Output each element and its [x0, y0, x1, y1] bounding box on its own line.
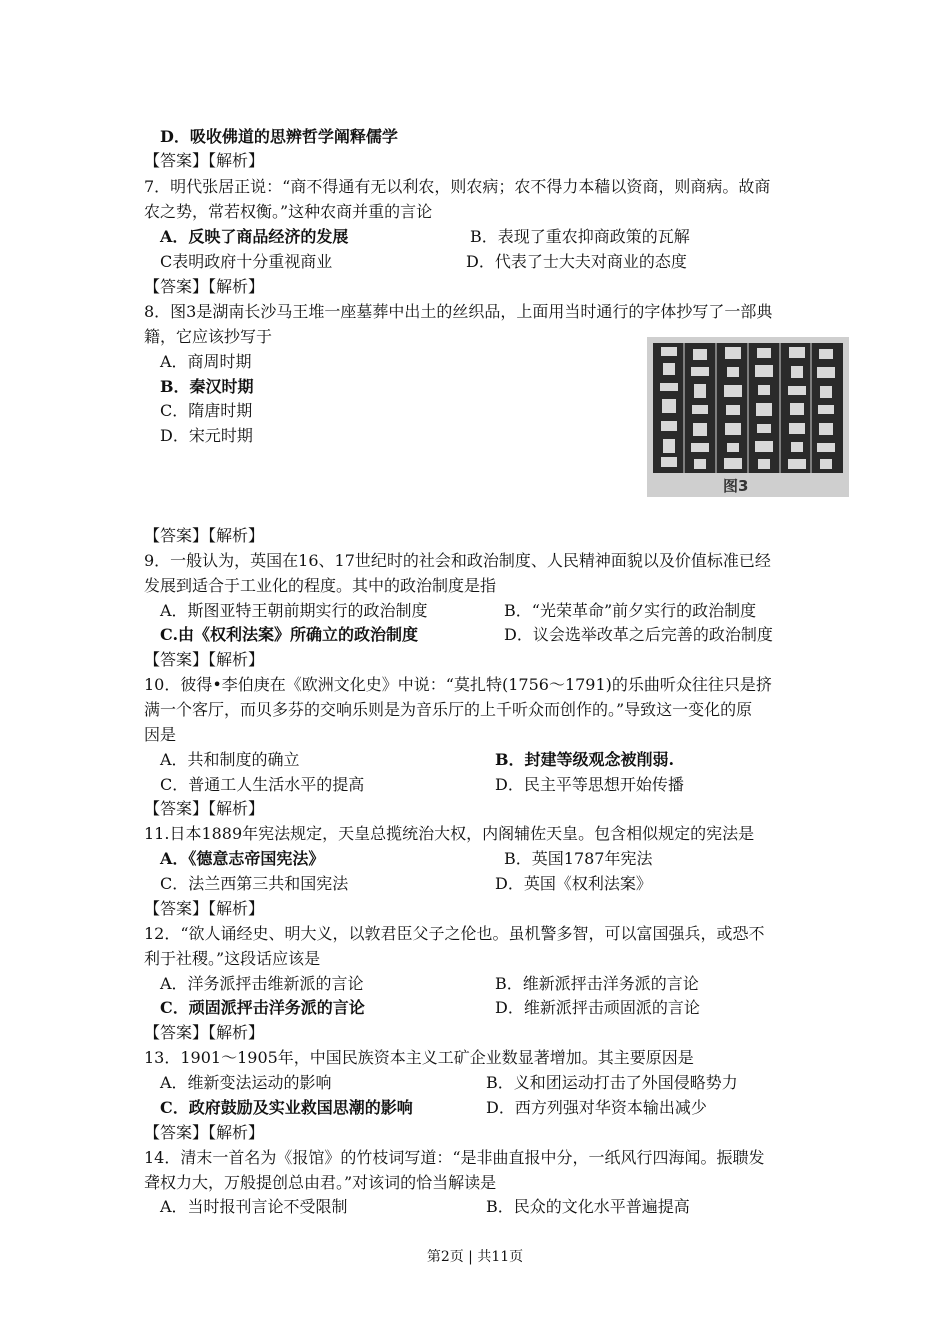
q7-option-b: B．表现了重农抑商政策的瓦解: [470, 227, 690, 246]
q13-answer-label: 【答案】【解析】: [144, 1123, 265, 1142]
q11-option-b: B．英国1787年宪法: [504, 849, 653, 868]
q6-answer-label: 【答案】【解析】: [144, 151, 265, 170]
q14-option-b: B．民众的文化水平普遍提高: [486, 1197, 690, 1216]
q8-option-b: B．秦汉时期: [160, 377, 254, 396]
q11-option-a: A．《德意志帝国宪法》: [160, 849, 325, 868]
q9-option-d: D．议会选举改革之后完善的政治制度: [504, 625, 773, 644]
figure-caption: 图3: [723, 477, 749, 495]
q7-option-a: A．反映了商品经济的发展: [160, 227, 349, 246]
q12-option-d: D．维新派抨击顽固派的言论: [495, 998, 700, 1017]
q8-option-c: C．隋唐时期: [160, 401, 253, 420]
q9-stem-line2: 发展到适合于工业化的程度。其中的政治制度是指: [144, 576, 497, 595]
q11-answer-label: 【答案】【解析】: [144, 899, 265, 918]
q10-option-a: A．共和制度的确立: [160, 750, 300, 769]
q10-answer-label: 【答案】【解析】: [144, 799, 265, 818]
q6-option-d: D．吸收佛道的思辨哲学阐释儒学: [160, 127, 398, 146]
q10-option-b: B．封建等级观念被削弱.: [495, 750, 675, 769]
q10-stem-line2: 满一个客厅，而贝多芬的交响乐则是为音乐厅的上千听众而创作的。”导致这一变化的原: [144, 700, 753, 719]
q7-stem-line2: 农之势，常若权衡。”这种农商并重的言论: [144, 202, 433, 221]
silk-manuscript-figure: [647, 337, 849, 497]
q10-stem-line3: 因是: [144, 725, 177, 744]
q13-option-b: B．义和团运动打击了外国侵略势力: [486, 1073, 738, 1092]
q7-stem-line1: 7．明代张居正说：“商不得通有无以利农，则农病；农不得力本穑以资商，则商病。故商: [144, 177, 771, 196]
q9-option-a: A．斯图亚特王朝前期实行的政治制度: [160, 601, 428, 620]
q10-stem-line1: 10．彼得•李伯庚在《欧洲文化史》中说：“莫扎特(1756～1791)的乐曲听众往往只是挤: [144, 675, 772, 694]
q12-stem-line1: 12．“欲人诵经史、明大义，以敦君臣父子之伦也。虽机警多智，可以富国强兵，或恐不: [144, 924, 765, 943]
q13-option-a: A．维新变法运动的影响: [160, 1073, 332, 1092]
q8-stem-line2: 籍，它应该抄写于: [144, 327, 273, 346]
q12-option-a: A．洋务派抨击维新派的言论: [160, 974, 364, 993]
q10-option-c: C．普通工人生活水平的提高: [160, 775, 365, 794]
q13-option-d: D．西方列强对华资本输出减少: [486, 1098, 707, 1117]
q14-stem-line1: 14．清末一首名为《报馆》的竹枝词写道：“是非曲直报中分，一纸风行四海闻。振聩发: [144, 1148, 765, 1167]
q13-stem-line1: 13．1901～1905年，中国民族资本主义工矿企业数显著增加。其主要原因是: [144, 1048, 694, 1067]
q12-option-b: B．维新派抨击洋务派的言论: [495, 974, 699, 993]
q7-option-c: C表明政府十分重视商业: [160, 252, 333, 271]
q13-option-c: C．政府鼓励及实业救国思潮的影响: [160, 1098, 413, 1117]
q12-option-c: C．顽固派抨击洋务派的言论: [160, 998, 365, 1017]
q12-stem-line2: 利于社稷。”这段话应该是: [144, 949, 321, 968]
q8-stem-line1: 8．图3是湖南长沙马王堆一座墓葬中出土的丝织品，上面用当时通行的字体抄写了一部典: [144, 302, 773, 321]
q9-answer-label: 【答案】【解析】: [144, 650, 265, 669]
q11-option-d: D．英国《权利法案》: [495, 874, 652, 893]
q7-answer-label: 【答案】【解析】: [144, 277, 265, 296]
page-footer: 第2页 | 共11页: [426, 1249, 524, 1265]
q9-option-b: B．“光荣革命”前夕实行的政治制度: [504, 601, 757, 620]
q8-option-d: D．宋元时期: [160, 426, 253, 445]
q10-option-d: D．民主平等思想开始传播: [495, 775, 684, 794]
q8-option-a: A．商周时期: [160, 352, 252, 371]
q9-stem-line1: 9．一般认为，英国在16、17世纪时的社会和政治制度、人民精神面貌以及价值标准已经: [144, 551, 771, 570]
q14-option-a: A．当时报刊言论不受限制: [160, 1197, 348, 1216]
q12-answer-label: 【答案】【解析】: [144, 1023, 265, 1042]
q11-option-c: C．法兰西第三共和国宪法: [160, 874, 349, 893]
q14-stem-line2: 聋权力大，万般提创总由君。”对该词的恰当解读是: [144, 1173, 497, 1192]
q9-option-c: C.由《权利法案》所确立的政治制度: [160, 625, 419, 644]
q7-option-d: D．代表了士大夫对商业的态度: [466, 252, 687, 271]
silk-manuscript-image: [647, 337, 849, 497]
q8-answer-label: 【答案】【解析】: [144, 526, 265, 545]
q11-stem-line1: 11.日本1889年宪法规定，天皇总揽统治大权，内阁辅佐天皇。包含相似规定的宪法是: [144, 824, 755, 843]
